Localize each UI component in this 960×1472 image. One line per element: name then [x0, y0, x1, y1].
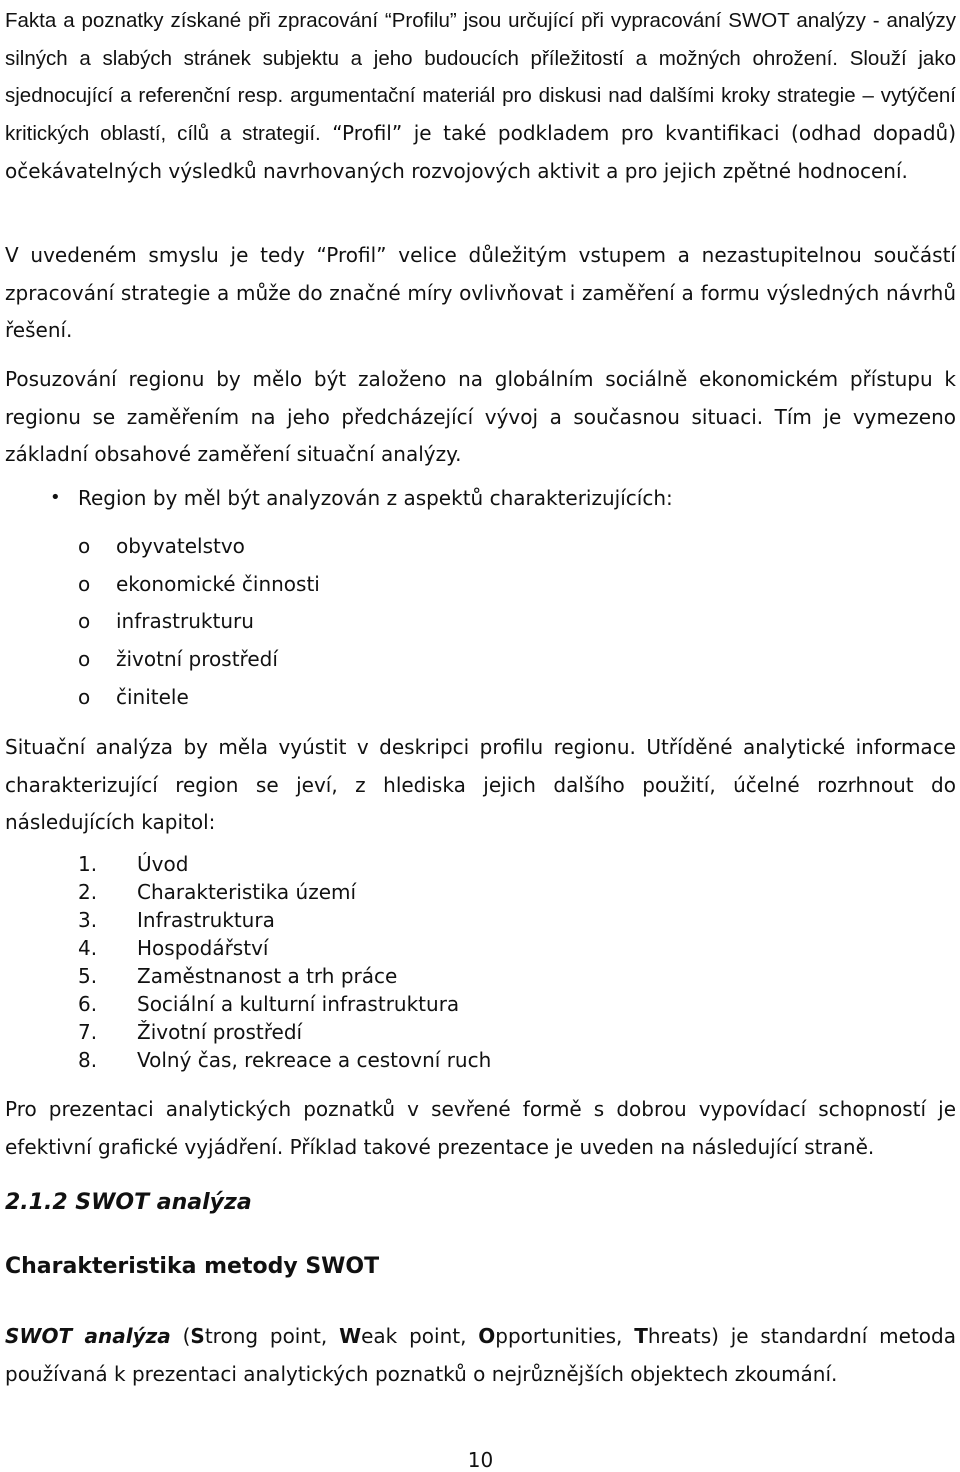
list-item-text: infrastrukturu: [116, 609, 254, 634]
paragraph-profile-importance: V uvedeném smyslu je tedy “Profil” velice důležitým vstupem a nezastupitelnou součástí zpracování strategie a může do značné míry ovlivňovat i zaměření a formu výsledných návrhů řešení.: [5, 243, 956, 343]
page-number: 10: [467, 1448, 494, 1472]
chapter-number: 2.: [78, 880, 98, 904]
subsection-heading: Charakteristika metody SWOT: [5, 1254, 380, 1279]
list-marker: o: [78, 571, 91, 596]
bullet-marker: •: [50, 487, 61, 508]
paragraph-profile-intro-part2: “Profil” je také podkladem pro kvantifikaci (odhad dopadů) očekávatelných výsledků navrhovaných rozvojových aktivit a pro jejich zpětné hodnocení.: [5, 121, 956, 183]
list-marker: o: [78, 534, 91, 558]
chapter-title: Životní prostředí: [137, 1020, 303, 1044]
swot-letter-o: O: [478, 1324, 496, 1348]
paragraph-region-assessment: Posuzování regionu by mělo být založeno na globálním sociálně ekonomickém přístupu k regionu se zaměřením na jeho předcházející vývoj a současnou situaci. Tím je vymezeno základní obsahové zaměření situační analýzy.: [5, 367, 956, 467]
chapter-title: Hospodářství: [137, 936, 269, 960]
chapter-title: Zaměstnanost a trh práce: [137, 964, 398, 988]
list-item-text: obyvatelstvo: [116, 534, 245, 558]
list-marker: o: [78, 609, 91, 634]
paragraph-situational-analysis: Situační analýza by měla vyústit v deskripci profilu regionu. Utříděné analytické informace charakterizující region se jeví, z hlediska jejich dalšího použití, účelné rozrhnout do následujících kapitol:: [5, 735, 956, 835]
chapter-number: 7.: [78, 1020, 98, 1044]
section-heading: 2.1.2 SWOT analýza: [5, 1190, 252, 1215]
swot-letter-w: W: [339, 1324, 362, 1348]
chapter-title: Volný čas, rekreace a cestovní ruch: [137, 1048, 492, 1072]
chapter-title: Sociální a kulturní infrastruktura: [137, 992, 460, 1016]
swot-rest-s: trong point,: [204, 1324, 340, 1348]
chapter-title: Infrastruktura: [137, 908, 275, 932]
paragraph-profile-intro: [5, 2, 956, 191]
chapter-number: 1.: [78, 852, 98, 876]
list-marker: o: [78, 647, 91, 672]
swot-rest-t: hreats) je standardní metoda používaná k prezentaci analytických poznatků o nejrůznějších objektech zkoumání.: [5, 1324, 956, 1386]
swot-open: (: [170, 1324, 191, 1348]
chapter-title: Charakteristika území: [137, 880, 357, 904]
chapter-number: 8.: [78, 1048, 98, 1072]
chapter-number: 3.: [78, 908, 98, 932]
list-item-text: životní prostředí: [116, 647, 278, 672]
paragraph-swot-definition: [5, 1318, 956, 1393]
bullet-text: Region by měl být analyzován z aspektů charakterizujících:: [78, 486, 673, 510]
swot-rest-w: eak point,: [361, 1324, 479, 1348]
chapter-number: 6.: [78, 992, 98, 1016]
list-marker: o: [78, 684, 91, 709]
chapter-number: 4.: [78, 936, 98, 960]
swot-letter-t: T: [634, 1324, 648, 1348]
chapter-title: Úvod: [137, 852, 189, 876]
list-item-text: činitele: [116, 684, 189, 709]
paragraph-graphic-presentation: Pro prezentaci analytických poznatků v sevřené formě s dobrou vypovídací schopností je efektivní grafické vyjádření. Příklad takové prezentace je uveden na následující straně.: [5, 1097, 956, 1159]
swot-term: SWOT analýza: [5, 1324, 171, 1348]
list-item-text: ekonomické činnosti: [116, 571, 320, 596]
swot-letter-s: S: [190, 1324, 205, 1348]
paragraph-profile-intro-part1: Fakta a poznatky získané při zpracování “Profilu” jsou určující při vypracování SWOT analýzy - analýzy silných a slabých stránek subjektu a jeho budoucích příležitostí a možných ohrožení. Slouží jako sjednocující a referenční resp. argumentační materiál pro diskusi nad dalšími kroky strategie – vytýčení kritických oblastí, cílů a strategií.: [5, 9, 956, 146]
chapter-number: 5.: [78, 964, 98, 988]
swot-rest-o: pportunities,: [495, 1324, 635, 1348]
